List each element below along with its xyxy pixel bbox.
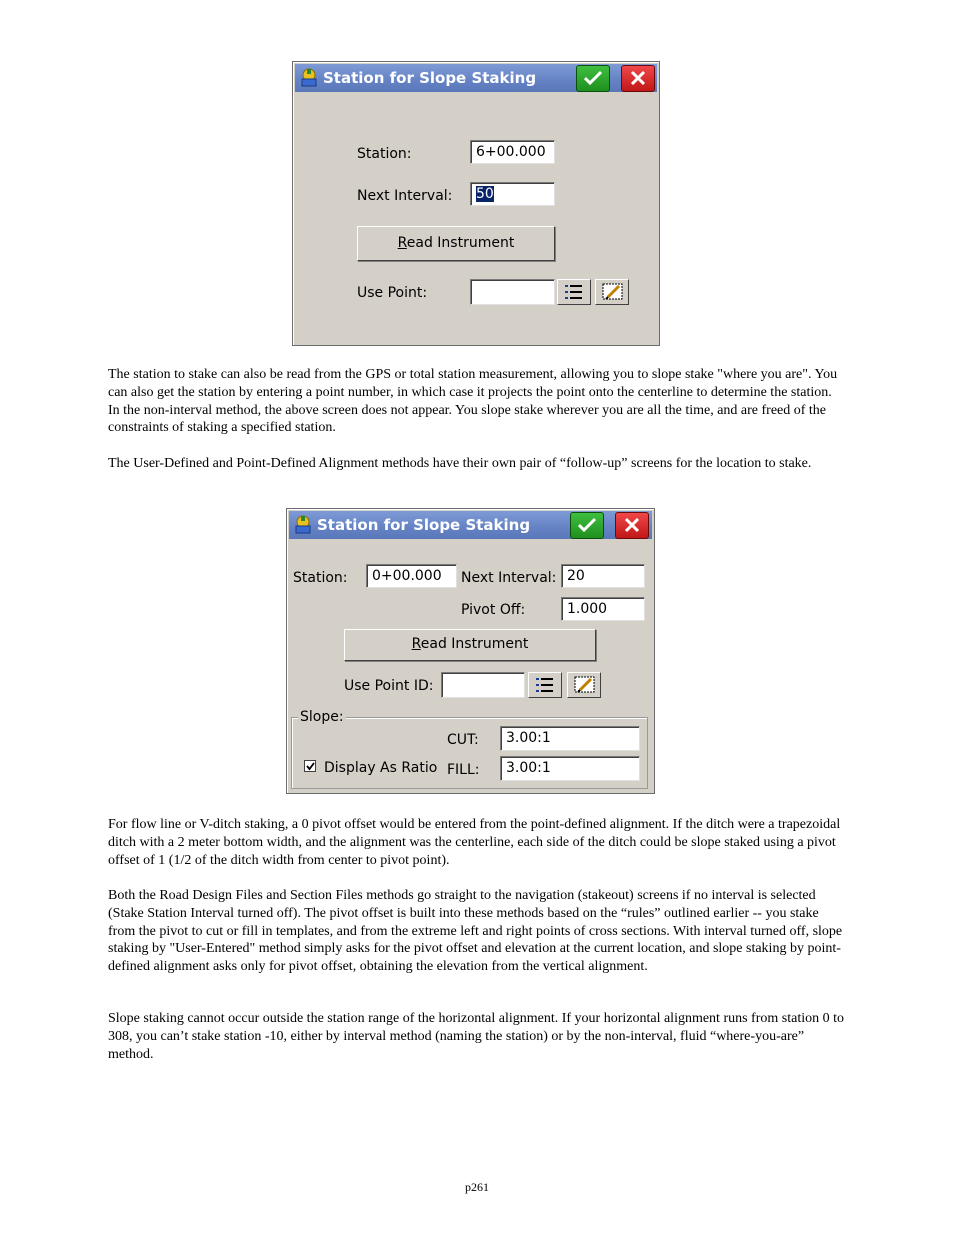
station-input[interactable]: 0+00.000 — [366, 564, 457, 588]
use-point-input[interactable] — [470, 279, 555, 305]
next-interval-value: 50 — [476, 186, 494, 202]
read-instrument-mnemonic: R — [411, 636, 421, 652]
map-select-button[interactable] — [595, 279, 629, 305]
paragraph-3: For flow line or V-ditch staking, a 0 pivot offset would be entered from the point-defined alignment. If the ditch were a trapezoidal ditch with a 2 meter bottom width, and the alignment was the centerline, each side of the ditch could be slope staked using a pivot offset of 1 (1/2 of the ditch width from center to pivot point). — [108, 817, 841, 868]
close-icon — [623, 517, 641, 533]
next-interval-input[interactable] — [470, 182, 555, 206]
check-icon — [305, 761, 316, 772]
cut-label: CUT: — [447, 732, 479, 748]
read-instrument-label: ead Instrument — [406, 235, 515, 251]
next-interval-label: Next Interval: — [461, 570, 557, 586]
dialog-title: Station for Slope Staking — [317, 516, 531, 534]
station-input[interactable]: 6+00.000 — [470, 140, 555, 164]
paragraph-2: The User-Defined and Point-Defined Alignment methods have their own pair of “follow-up” screens for the location to stake. — [108, 456, 812, 471]
use-point-label: Use Point: — [357, 285, 428, 301]
dialog-title: Station for Slope Staking — [323, 69, 537, 87]
next-interval-label: Next Interval: — [357, 188, 453, 204]
fill-input[interactable]: 3.00:1 — [500, 756, 640, 781]
checkmark-icon — [584, 70, 602, 86]
read-instrument-label: ead Instrument — [420, 636, 529, 652]
checkmark-icon — [578, 517, 596, 533]
use-point-id-label: Use Point ID: — [344, 678, 434, 694]
display-as-ratio-checkbox[interactable] — [304, 760, 316, 772]
next-interval-input[interactable]: 20 — [561, 564, 645, 588]
fill-label: FILL: — [447, 762, 480, 778]
read-instrument-button[interactable] — [357, 226, 555, 261]
slope-group-label: Slope: — [300, 709, 344, 725]
ok-button[interactable] — [570, 512, 604, 539]
point-list-button[interactable] — [557, 279, 591, 305]
map-edit-icon — [602, 283, 624, 301]
app-icon — [298, 67, 320, 89]
close-button[interactable] — [621, 65, 655, 92]
paragraph-1: The station to stake can also be read from the GPS or total station measurement, allowing you to slope stake "where you are". You can also get the station by entering a point number, in which case it projects the point onto the centerline to determine the station. In the non-interval method, the above screen does not appear. You slope stake wherever you are all the time, and are freed of the constraints of staking a specified station. — [108, 367, 838, 436]
close-button[interactable] — [615, 512, 649, 539]
close-icon — [629, 70, 647, 86]
list-icon — [535, 676, 555, 694]
station-label: Station: — [357, 146, 412, 162]
display-as-ratio-label: Display As Ratio — [324, 760, 438, 776]
dialog-station-slope-staking-2 — [286, 508, 655, 794]
read-instrument-mnemonic: R — [397, 235, 407, 251]
point-list-button[interactable] — [528, 672, 562, 698]
page-number: p261 — [465, 1180, 489, 1194]
dialog-title-bar — [295, 64, 657, 92]
read-instrument-button[interactable] — [344, 629, 596, 661]
pivot-off-input[interactable]: 1.000 — [561, 597, 645, 621]
station-label: Station: — [293, 570, 348, 586]
app-icon — [292, 514, 314, 536]
cut-input[interactable]: 3.00:1 — [500, 726, 640, 751]
pivot-off-label: Pivot Off: — [461, 602, 526, 618]
map-select-button[interactable] — [567, 672, 601, 698]
use-point-id-input[interactable] — [441, 672, 525, 698]
paragraph-4: Both the Road Design Files and Section Files methods go straight to the navigation (stakeout) screens if no interval is selected (Stake Station Interval turned off). The pivot offset is built into these methods based on the “rules” outlined earlier -- you stake from the pivot to cut or fill in templates, and from the extreme left and right points of cross sections. With interval turned off, slope staking by "User-Entered" method simply asks for the pivot offset and elevation at the current location, and slope staking by point-defined alignment asks only for pivot offset, obtaining the elevation from the vertical alignment. — [108, 888, 843, 975]
ok-button[interactable] — [576, 65, 610, 92]
paragraph-5: Slope staking cannot occur outside the station range of the horizontal alignment. If your horizontal alignment runs from station 0 to 308, you can’t stake station -10, either by interval method (naming the station) or by the non-interval, fluid “where-you-are” method. — [108, 1011, 844, 1062]
dialog-station-slope-staking-1 — [292, 61, 660, 346]
dialog-title-bar — [289, 511, 652, 539]
map-edit-icon — [574, 676, 596, 694]
list-icon — [564, 283, 584, 301]
